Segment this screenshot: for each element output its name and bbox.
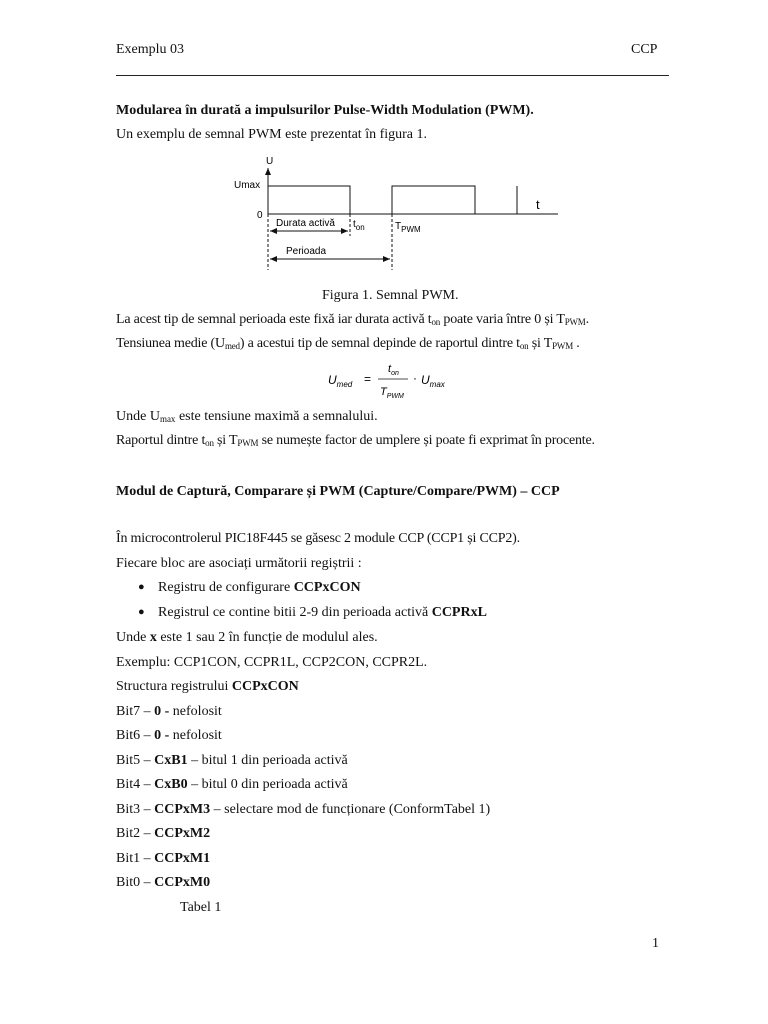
bullet-item-2: Registrul ce contine bitii 2-9 din perioada activă CCPRxL xyxy=(158,605,487,620)
section2-line1: În microcontrolerul PIC18F445 se găsesc 2 module CCP (CCP1 și CCP2). xyxy=(116,531,520,546)
section2-title: Modul de Captură, Comparare și PWM (Capture/Compare/PWM) – CCP xyxy=(116,484,560,499)
svg-text:TPWM: $T_{PWM}$ xyxy=(380,386,404,400)
svg-text:Umed: $U_{med}$ xyxy=(328,373,353,389)
bit-line-6: Bit6 – 0 - nefolosit xyxy=(116,728,222,743)
zero-label: 0 xyxy=(257,210,263,221)
bit-line-5: Bit5 – CxB1 – bitul 1 din perioada activă xyxy=(116,753,348,768)
mean-voltage-formula xyxy=(326,360,456,402)
bullet-dot: ● xyxy=(138,581,145,593)
figure-caption: Figura 1. Semnal PWM. xyxy=(322,288,459,303)
header-right: CCP xyxy=(631,42,658,57)
svg-text:ton: $t_{on}$ xyxy=(388,363,399,377)
section1-title: Modularea în durată a impulsurilor Pulse-Width Modulation (PWM). xyxy=(116,103,534,118)
t-axis-label: t xyxy=(536,197,540,212)
header-rule xyxy=(116,75,669,76)
section2-line3: Unde x este 1 sau 2 în funcție de modulul ales. xyxy=(116,630,378,645)
bit-line-1: Bit1 – CCPxM1 xyxy=(116,851,211,866)
paragraph-pwm-period: La acest tip de semnal perioada este fixă iar durata activă $t_{on}$ poate varia între 0 și $T_{PWM}$. xyxy=(116,312,589,327)
active-duration-label: Durata activă xyxy=(276,218,335,229)
u-axis-label: U xyxy=(266,156,274,167)
umax-label: Umax xyxy=(234,180,261,191)
ton-label: $t_{on}$ xyxy=(353,219,365,232)
bullet-dot: ● xyxy=(138,606,145,618)
bit-line-7: Bit7 – 0 - nefolosit xyxy=(116,704,222,719)
page-number: 1 xyxy=(652,936,659,951)
table-caption: Tabel 1 xyxy=(180,900,222,915)
pwm-figure xyxy=(220,150,560,275)
section2-line2: Fiecare bloc are asociați următorii regiștrii : xyxy=(116,556,362,571)
bit-line-0: Bit0 – CCPxM0 xyxy=(116,875,211,890)
bullet-item-1: Registru de configurare CCPxCON xyxy=(158,580,361,595)
pulse-1 xyxy=(268,186,350,214)
header-left: Exemplu 03 xyxy=(116,42,185,57)
pulse-2 xyxy=(392,186,475,214)
bit-line-2: Bit2 – CCPxM2 xyxy=(116,826,211,841)
tpwm-label: $T_{PWM}$ xyxy=(395,221,421,234)
bit-line-3: Bit3 – CCPxM3 – selectare mod de funcționare (ConformTabel 1) xyxy=(116,802,491,817)
section2-line5: Structura registrului CCPxCON xyxy=(116,679,299,694)
paragraph-mean-voltage: Tensiunea medie $(U_{med})$ a acestui tip de semnal depinde de raportul dintre $t_{on}$ și $T_{PWM}$ . xyxy=(116,336,580,351)
bit-line-4: Bit4 – CxB0 – bitul 0 din perioada activă xyxy=(116,777,348,792)
section2-line4: Exemplu: CCP1CON, CCPR1L, CCP2CON, CCPR2L. xyxy=(116,655,428,670)
svg-text:·: · xyxy=(413,371,417,385)
paragraph-umax: Unde $U_{max}$ este tensiune maximă a semnalului. xyxy=(116,409,378,424)
period-label: Perioada xyxy=(286,246,327,257)
svg-text:Umax: $U_{max}$ xyxy=(421,373,445,389)
paragraph-duty-cycle: Raportul dintre $t_{on}$ și $T_{PWM}$ se numește factor de umplere și poate fi exprimat în procente. xyxy=(116,433,595,448)
svg-text:=: = xyxy=(364,372,372,386)
section1-intro: Un exemplu de semnal PWM este prezentat în figura 1. xyxy=(116,127,428,142)
